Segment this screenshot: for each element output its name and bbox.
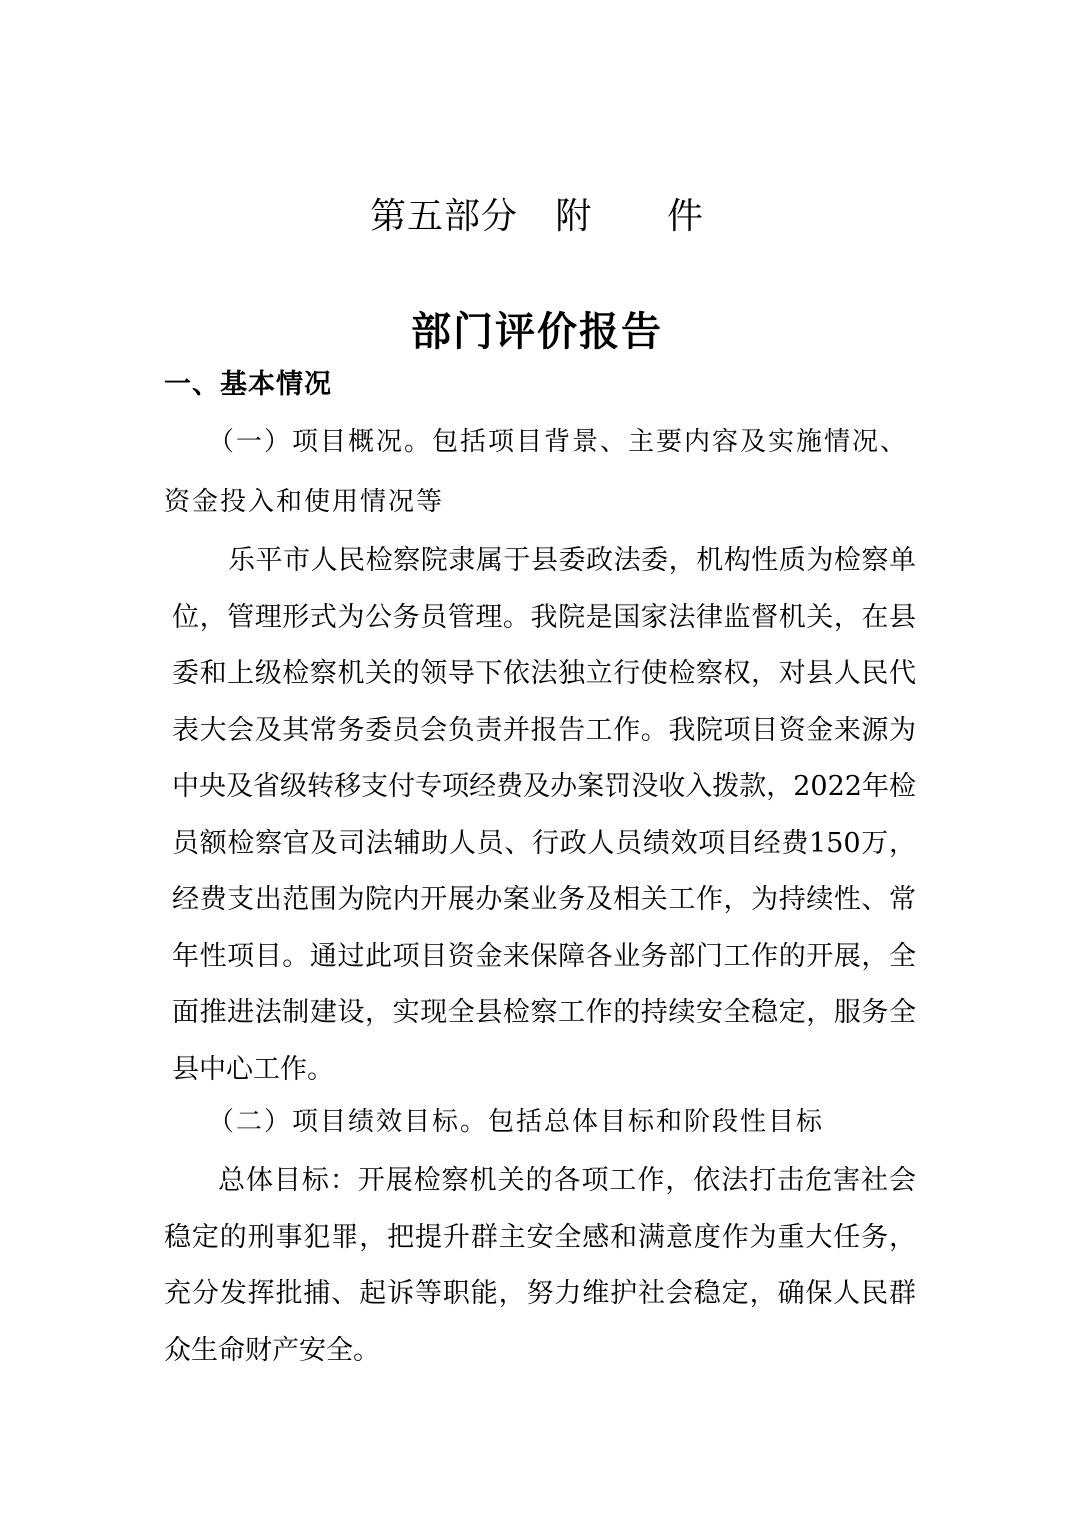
subsection-project-overview: （一）项目概况。包括项目背景、主要内容及实施情况、资金投入和使用情况等 bbox=[164, 427, 909, 517]
subsection-performance-goals: （二）项目绩效目标。包括总体目标和阶段性目标 bbox=[208, 1107, 825, 1137]
paragraph-overall-goal: 总体目标：开展检察机关的各项工作，依法打击危害社会稳定的刑事犯罪，把提升群主安全感和满意度作为重大任务，充分发挥批捕、起诉等职能，努力维护社会稳定，确保人民群众生命财产安全。 bbox=[164, 1165, 916, 1366]
part-title: 第五部分 附 件 bbox=[370, 196, 704, 237]
section-heading-basic-info: 一、基本情况 bbox=[164, 369, 332, 400]
paragraph-project-overview: 乐平市人民检察院隶属于县委政法委，机构性质为检察单位，管理形式为公务员管理。我院是国家法律监督机关，在县委和上级检察机关的领导下依法独立行使检察权，对县人民代表大会及其常务委员会负责并报告工作。我院项目资金来源为中央及省级转移支付专项经费及办案罚没收入拨款，2022年检员额检察官及司法辅助人员、行政人员绩效项目经费150万，经费支出范围为院内开展办案业务及相关工作，为持续性、常年性项目。通过此项目资金来保障各业务部门工作的开展，全面推进法制建设，实现全县检察工作的持续安全稳定，服务全县中心工作。 bbox=[172, 545, 916, 1085]
report-title: 部门评价报告 bbox=[411, 308, 663, 355]
